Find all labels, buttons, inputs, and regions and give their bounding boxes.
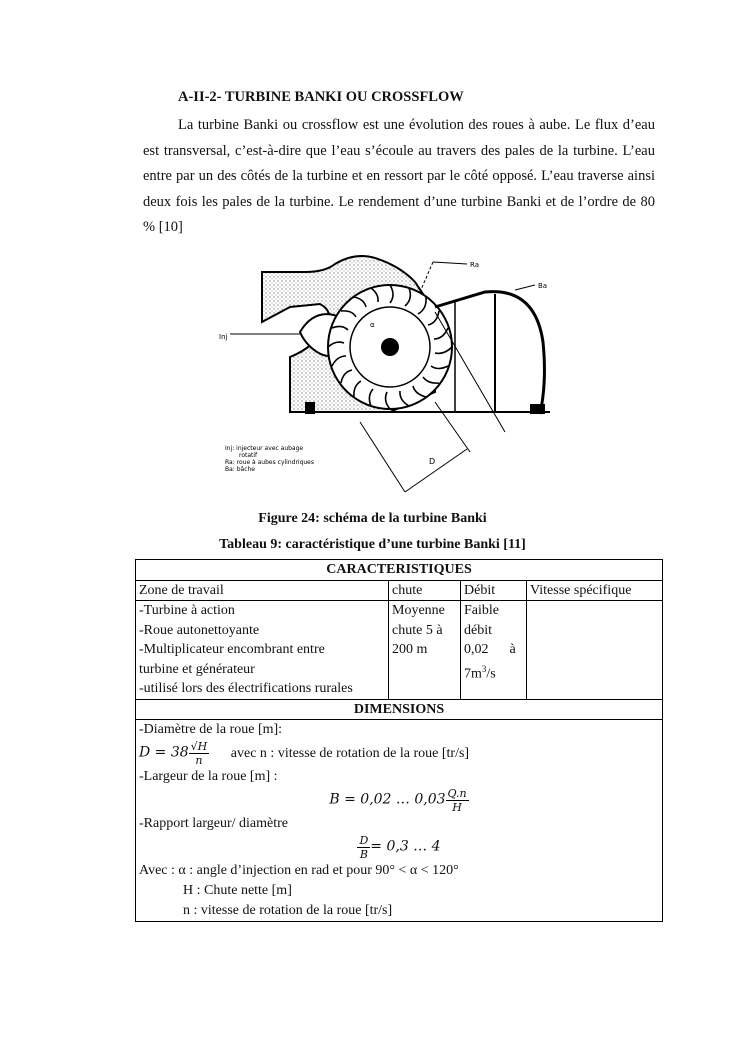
section-paragraph: La turbine Banki ou crossflow est une évolution des roues à aube. Le flux d’eau est transversal, c’est-à-dire que l’eau s’écoule au travers des pales de la turbine. L’eau entre par un des côtés de la turbine et en ressort par le côté opposé. L’eau traverse ainsi deux fois les pales de la turbine. Le rendement d’une turbine Banki et de l’ordre de 80 % [10]: [143, 117, 655, 236]
table-row: [136, 601, 663, 700]
label-inj: Inj: [219, 333, 228, 341]
zone-line: -Multiplicateur encombrant entre: [139, 642, 325, 657]
label-ra: Ra: [470, 261, 479, 269]
zone-line: -Roue autonettoyante: [139, 622, 260, 638]
chute-line: Moyenne: [392, 603, 445, 618]
label-ba: Ba: [538, 282, 548, 290]
dimensions-title: DIMENSIONS: [136, 699, 663, 720]
shaft: [381, 338, 399, 356]
table-header-row: [136, 580, 663, 601]
figure-legend: [225, 445, 314, 473]
label-d: D: [429, 457, 436, 466]
ratio-label: -Rapport largeur/ diamètre: [139, 816, 289, 831]
header-cell: Zone de travail: [136, 580, 389, 601]
diam-label: -Diamètre de la roue [m]:: [139, 722, 283, 737]
zone-line: -utilisé lors des électrifications rurales: [139, 681, 353, 696]
characteristics-table: [135, 559, 663, 922]
zone-line: -Turbine à action: [139, 603, 235, 618]
debit-line: Faible: [464, 603, 499, 618]
diam-formula: D = 38 $\frac{√H}{n}$ avec n : vitesse de rotation de la roue [tr/s]: [139, 740, 470, 767]
n-line: n : vitesse de rotation de la roue [tr/s]: [183, 903, 393, 918]
debit-line: $7m^3/s$: [464, 663, 496, 682]
h-line: H : Chute nette [m]: [183, 883, 292, 898]
dimensions-cell: [136, 720, 663, 922]
header-cell: chute: [389, 580, 461, 601]
legend-line: Inj: injecteur avec aubage: [225, 445, 304, 452]
label-alpha: α: [370, 321, 375, 329]
chute-cell: [389, 601, 461, 700]
avec-line: Avec : α : angle d’injection en rad et pour 90° < α < 120°: [139, 863, 459, 878]
table-title: CARACTERISTIQUES: [136, 560, 663, 581]
chute-line: chute 5 à: [392, 622, 443, 638]
b-formula: B = 0,02 … 0,03 $\frac{Q.n}{H}$: [329, 787, 467, 814]
header-cell: Débit: [461, 580, 527, 601]
debit-line: débit: [464, 622, 492, 638]
debit-line: 0,02 à: [464, 642, 516, 657]
banki-turbine-diagram: [205, 252, 550, 500]
larg-label: -Largeur de la roue [m] :: [139, 769, 278, 784]
debit-cell: [461, 601, 527, 700]
zone-cell: [136, 601, 389, 700]
legend-line: Ra: roue à aubes cylindriques: [225, 459, 315, 466]
section-heading: A-II-2- TURBINE BANKI OU CROSSFLOW: [178, 89, 464, 105]
legend-line: Ba: bâche: [225, 466, 255, 473]
zone-line: turbine et générateur: [139, 661, 255, 677]
legend-line: rotatif: [239, 452, 258, 459]
ratio-formula: $\frac{D}{B}$ = 0,3 … 4: [359, 834, 441, 861]
vitesse-cell: [527, 601, 663, 700]
figure-caption: Figure 24: schéma de la turbine Banki: [258, 511, 487, 526]
header-cell: Vitesse spécifique: [527, 580, 663, 601]
chute-line: 200 m: [392, 642, 428, 657]
table-caption: Tableau 9: caractéristique d’une turbine Banki [11]: [219, 537, 526, 552]
